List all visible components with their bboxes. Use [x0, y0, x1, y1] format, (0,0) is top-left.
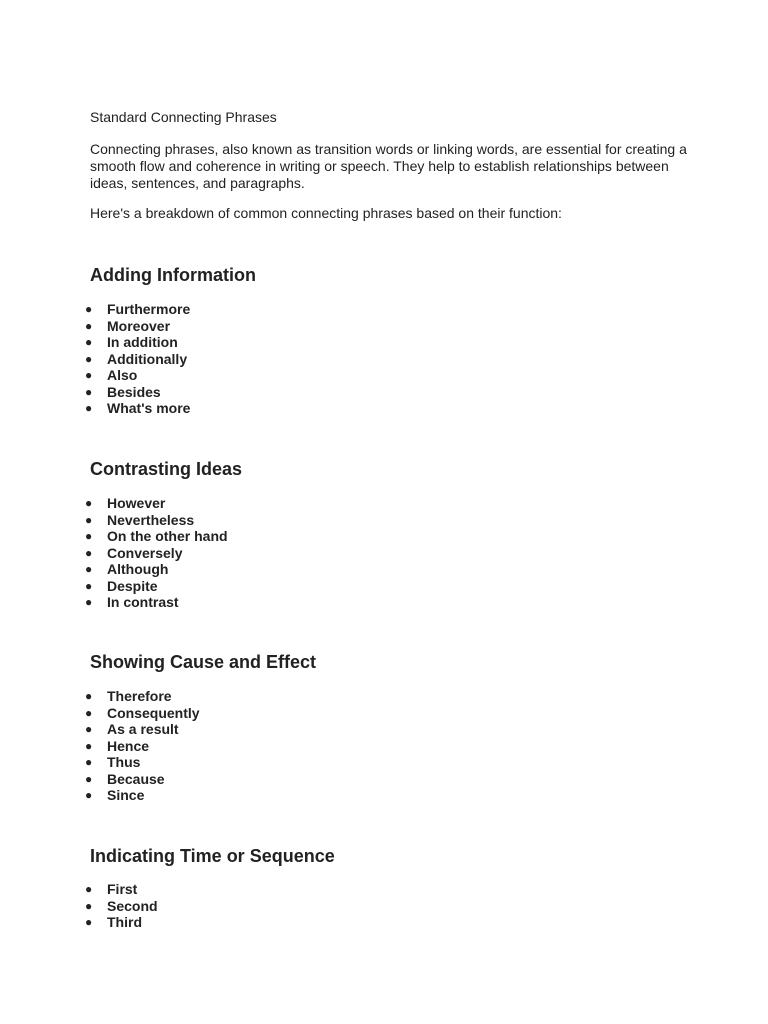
- bullet-icon: ●: [85, 882, 93, 896]
- list-item-text: In contrast: [107, 594, 179, 610]
- list-item-text: First: [107, 881, 138, 897]
- list-item: [85, 400, 190, 417]
- bullet-icon: ●: [85, 401, 93, 415]
- list-item-text: Third: [107, 914, 142, 930]
- list-item-text: Consequently: [107, 704, 200, 721]
- list-item: [85, 721, 200, 738]
- list-item: [85, 787, 200, 804]
- list-item: [85, 898, 158, 915]
- bullet-icon: ●: [85, 368, 93, 382]
- list-item-text: Additionally: [107, 350, 188, 367]
- section-heading-time-or-sequence: Indicating Time or Sequence: [90, 846, 335, 866]
- list-item-text: Since: [107, 787, 145, 803]
- section-heading-contrasting-ideas: Contrasting Ideas: [90, 459, 243, 479]
- list-item: [85, 495, 228, 512]
- section-heading-cause-and-effect: Showing Cause and Effect: [90, 652, 317, 672]
- bullet-icon: ●: [85, 302, 93, 316]
- bullet-icon: ●: [85, 529, 93, 543]
- list-item: [85, 545, 228, 562]
- list-item-text: Hence: [107, 737, 150, 754]
- phrase-list-adding-information: [85, 301, 190, 417]
- list-item-text: Although: [107, 561, 169, 577]
- list-item: [85, 561, 228, 578]
- list-item: [85, 914, 158, 931]
- list-item: [85, 688, 200, 705]
- bullet-icon: ●: [85, 738, 93, 753]
- bullet-icon: ●: [85, 351, 93, 366]
- list-item-text: Therefore: [107, 688, 172, 704]
- bullet-icon: ●: [85, 335, 93, 349]
- bullet-icon: ●: [85, 915, 93, 929]
- bullet-icon: ●: [85, 771, 93, 786]
- breakdown-paragraph: Here's a breakdown of common connecting phrases based on their function:: [90, 205, 562, 221]
- list-item: [85, 578, 228, 595]
- list-item: [85, 334, 190, 351]
- bullet-icon: ●: [85, 689, 93, 703]
- list-item-text: Moreover: [107, 317, 171, 334]
- list-item-text: Because: [107, 770, 165, 787]
- list-item-text: Thus: [107, 754, 141, 770]
- list-item: [85, 512, 228, 529]
- document-title: Standard Connecting Phrases: [90, 109, 277, 125]
- list-item-text: What's more: [107, 400, 191, 416]
- list-item-text: Conversely: [107, 544, 183, 561]
- bullet-icon: ●: [85, 512, 93, 527]
- phrase-list-cause-and-effect: [85, 688, 200, 804]
- list-item: [85, 384, 190, 401]
- bullet-icon: ●: [85, 384, 93, 399]
- list-item: [85, 881, 158, 898]
- phrase-list-time-or-sequence: [85, 881, 158, 931]
- bullet-icon: ●: [85, 318, 93, 333]
- bullet-icon: ●: [85, 898, 93, 913]
- list-item-text: In addition: [107, 334, 178, 350]
- list-item: [85, 528, 228, 545]
- list-item-text: Despite: [107, 577, 158, 594]
- list-item: [85, 318, 190, 335]
- list-item: [85, 594, 228, 611]
- list-item: [85, 705, 200, 722]
- list-item-text: However: [107, 495, 166, 511]
- list-item-text: Also: [107, 367, 138, 383]
- bullet-icon: ●: [85, 595, 93, 609]
- bullet-icon: ●: [85, 722, 93, 736]
- bullet-icon: ●: [85, 562, 93, 576]
- intro-paragraph: Connecting phrases, also known as transition words or linking words, are essential for creating a smooth flow and coherence in writing or speech. They help to establish relationships between ideas, sentences, and paragraphs.: [90, 141, 687, 191]
- list-item: [85, 301, 190, 318]
- list-item-text: Nevertheless: [107, 511, 195, 528]
- list-item-text: Second: [107, 897, 158, 914]
- bullet-icon: ●: [85, 545, 93, 560]
- bullet-icon: ●: [85, 705, 93, 720]
- phrase-list-contrasting-ideas: [85, 495, 228, 611]
- list-item-text: As a result: [107, 721, 179, 737]
- list-item: [85, 754, 200, 771]
- list-item-text: Besides: [107, 383, 161, 400]
- list-item-text: On the other hand: [107, 528, 228, 544]
- bullet-icon: ●: [85, 788, 93, 802]
- list-item: [85, 351, 190, 368]
- bullet-icon: ●: [85, 578, 93, 593]
- bullet-icon: ●: [85, 755, 93, 769]
- list-item: [85, 367, 190, 384]
- list-item: [85, 738, 200, 755]
- bullet-icon: ●: [85, 496, 93, 510]
- section-heading-adding-information: Adding Information: [90, 265, 256, 285]
- list-item: [85, 771, 200, 788]
- list-item-text: Furthermore: [107, 301, 191, 317]
